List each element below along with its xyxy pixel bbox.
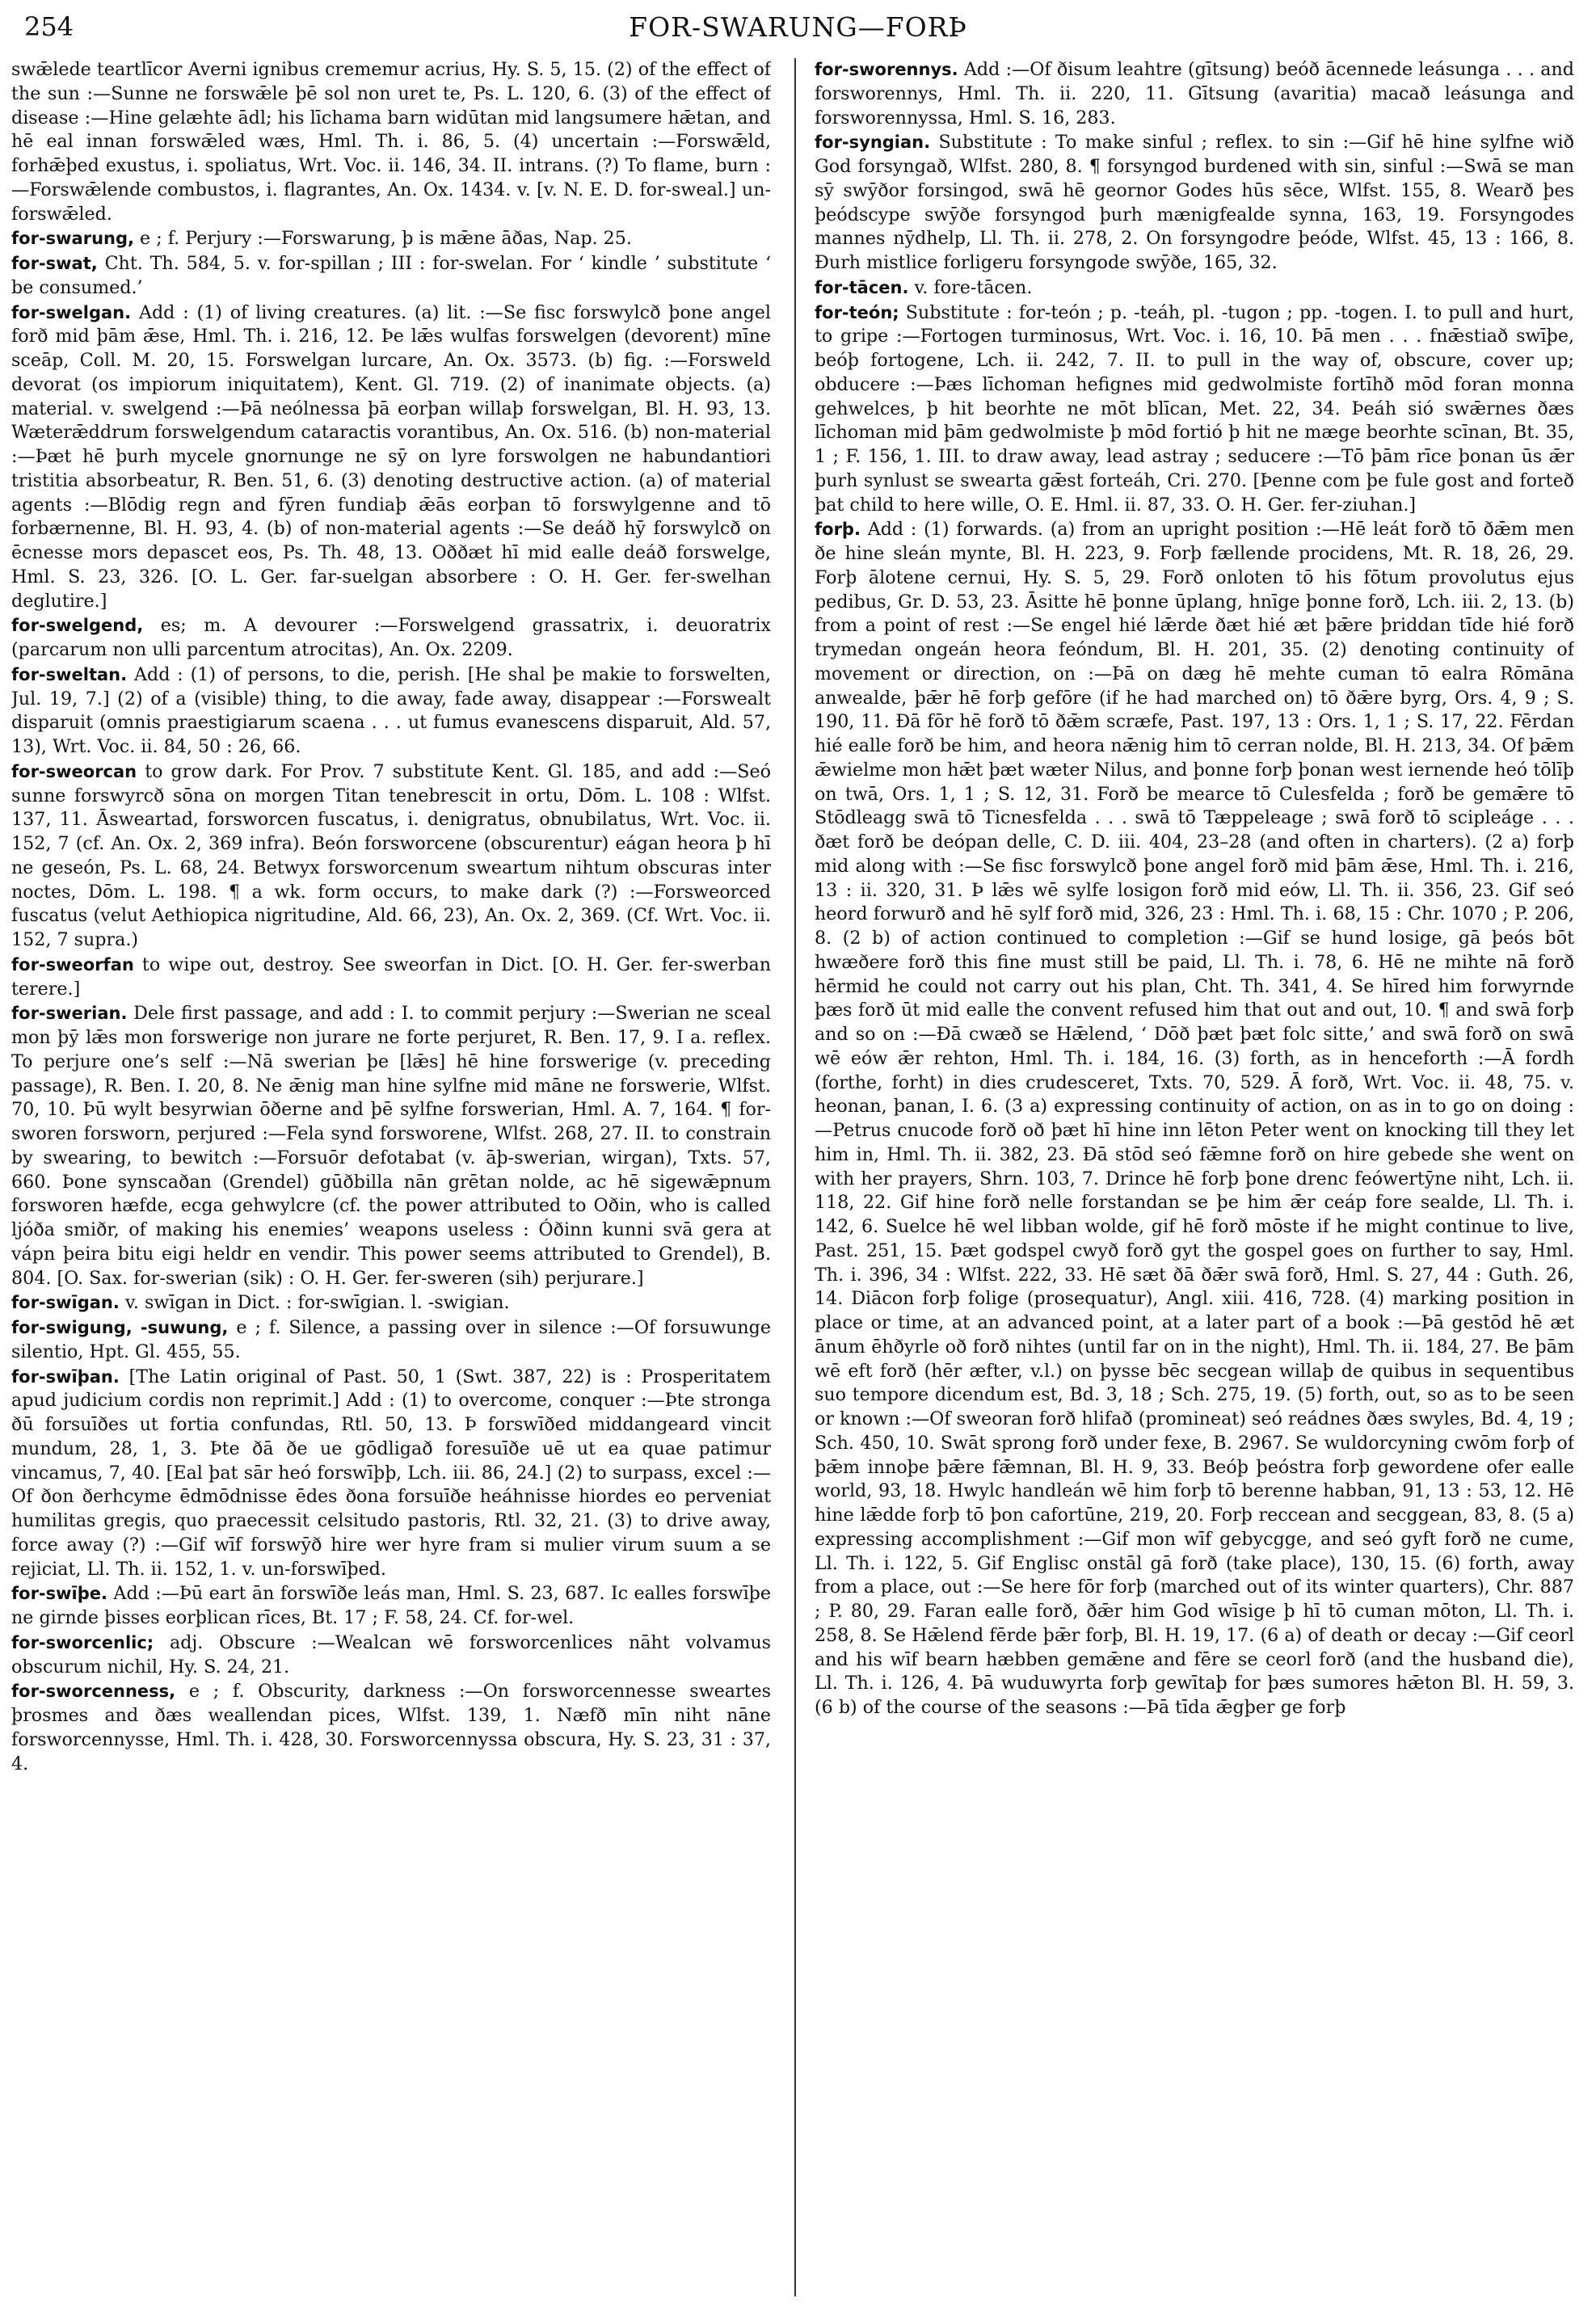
entry-headword: for-sworcenness, <box>11 1682 176 1702</box>
dictionary-entry <box>11 58 771 226</box>
entry-headword: forþ. <box>815 520 861 540</box>
entry-text: Add : (1) of living creatures. (a) lit. :—Se fisc forswylcð þone angel forð mid þām ǣse, Hml. Th. i. 216, 12. Þe lǣs wulfas forswelgen (devorent) mīne sceāp, Coll. M. 20, 15. Forswelgan lurcare, An. Ox. 3573. (b) fig. :—Forsweld devorat (os impiorum iniquitatem), Kent. Gl. 719. (2) of inanimate objects. (a) material. v. swelgend :—Þā neólnessa þā eorþan willaþ forswelgan, Bl. H. 93, 13. Wæterǣddrum forswelgendum cataractis vorantibus, An. Ox. 516. (b) non-material :—Þæt hē þurh mycele gnornunge ne sȳ on lyre forswolgen ne habundantiori tristitia absorbeatur, R. Ben. 51, 6. (3) denoting destructive action. (a) of material agents :—Blōdig regn and fȳren fundiaþ ǣās eorþan tō forswylgenne and tō forbærnenne, Bl. H. 93, 4. (b) of non-material agents :—Se deáð hȳ forswylcð on ēcnesse mors depascet eos, Ps. Th. 48, 13. Oððæt hī mid ealle deáð forswelge, Hml. S. 23, 326. [O. L. Ger. far-suelgan absorbere : O. H. Ger. fer-swelhan deglutire.] <box>11 301 771 612</box>
dictionary-entry <box>11 1631 771 1680</box>
entry-text: Cht. Th. 584, 5. v. for-spillan ; III : for-swelan. For ‘ kindle ’ substitute ‘ be consumed.’ <box>11 253 771 298</box>
left-column <box>11 58 771 2296</box>
entry-headword: for-swīþan. <box>11 1366 120 1387</box>
dictionary-entry <box>11 1366 771 1582</box>
dictionary-entry <box>11 1002 771 1290</box>
page-number: 254 <box>24 11 74 42</box>
entry-headword: for-swarung, <box>11 229 134 249</box>
entry-text: Substitute : To make sinful ; reflex. to sin :—Gif hē hine sylfne wið God forsyngað, Wlfst. 280, 8. ¶ forsyngod burdened with sin, sinful :—Swā se man sȳ swȳðor forsingod, swā hē geornor Godes hūs sēce, Wlfst. 155, 8. Wearð þes þeódscype swȳðe forsyngod þurh mænigfealde synna, 163, 19. Forsyngodes mannes nȳdhelp, Ll. Th. ii. 278, 2. On forsyngodre þeóde, Wlfst. 45, 13 : 166, 8. Ðurh mistlice forligeru forsyngode swȳðe, 165, 32. <box>815 132 1574 273</box>
entry-headword: for-teón; <box>815 302 899 322</box>
entry-headword: for-swerian. <box>11 1004 128 1024</box>
dictionary-entry <box>815 301 1574 518</box>
entry-text: Add :—Of ðisum leahtre (gītsung) beóð ācennede leásunga . . . and forsworennys, Hml. Th. ii. 220, 11. Gītsung (avaritia) macað leásunga and forsworennyssa, Hml. S. 16, 283. <box>815 59 1574 128</box>
dictionary-entry <box>815 276 1574 301</box>
entry-headword: for-sweltan. <box>11 664 128 684</box>
entry-headword: for-swīþe. <box>11 1584 107 1604</box>
entry-text: Add : (1) forwards. (a) from an upright position :—Hē leát forð tō ðǣm men ðe hine sleán mynte, Bl. H. 223, 9. Forþ fællende procidens, Mt. R. 18, 26, 29. Forþ ālotene cernui, Hy. S. 5, 29. Forð onloten tō his fōtum provolutus ejus pedibus, Gr. D. 53, 23. Āsitte hē þonne ūplang, hnīge þonne forð, Lch. iii. 2, 13. (b) from a point of rest :—Se engel hié lǣrde ðæt hié æt þǣre þriddan tīde hié forð trymedan ongeán heora feóndum, Bl. H. 201, 35. (2) denoting continuity of movement or direction, on :—Þā on dæg hē mehte cuman tō ealra Rōmāna anwealde, þǣr hē forþ gefōre (if he had marched on) tō ðǣre byrg, Ors. 4, 9 ; S. 190, 11. Ðā fōr hē forð tō ðǣm scræfe, Past. 197, 13 : Ors. 1, 1 ; S. 17, 22. Fērdan hié ealle forð be him, and heora nǣnig him tō cerran nolde, Bl. H. 213, 34. Of þǣm ǣwielme mon hǣt þæt wæter Nilus, and þonne forþ þonan west iernende heó tōlīþ on twā, Ors. 1, 1 ; S. 12, 31. Forð be mearce tō Culesfelda ; forð be gemǣre tō Stōdleagg swā tō Ticnesfelda . . . swā tō Tæppeleage ; swā forð tō scipleáge . . . ðæt forð be deópan delle, C. D. iii. 404, 23–28 (and often in charters). (2 a) forþ mid along with :—Se fisc forswylcð þone angel forð mid þām ǣse, Hml. Th. i. 216, 13 : ii. 320, 31. Þ lǣs wē sylfe losigon forð mid eów, Ll. Th. ii. 356, 23. Gif seó heord forwurð and hē sylf forð mid, 326, 23 : Hml. Th. i. 68, 15 : Chr. 1070 ; P. 206, 8. (2 b) of action continued to completion :—Gif se hund losige, gā þeós bōt hwæðere forð this fine must still be paid, Ll. Th. i. 78, 6. Hē ne mihte nā forð hērmid he could not carry out his plan, Cht. Th. 341, 4. Se hīred him forwyrnde þæs forð ūt mid ealle the convent refused him that out and out, 10. ¶ and swā forþ and so on :—Ðā cwæð se Hǣlend, ‘ Dōð þæt þæt folc sitte,’ and swā forð on swā wē eów ǣr rehton, Hml. Th. i. 184, 16. (3) forth, as in henceforth :—Ā fordh (forthe, forht) in dies crudesceret, Txts. 70, 529. Ā forð, Wrt. Voc. ii. 48, 75. v. heonan, þanan, I. 6. (3 a) expressing continuity of action, on as in to go on doing :—Petrus cnucode forð oð þæt hī hine inn lēton Peter went on knocking till they let him in, Hml. Th. ii. 382, 23. Ðā stōd seó fǣmne forð on hire gebede she went on with her prayers, Shrn. 103, 7. Drince hē forþ þone drenc feówertȳne niht, Lch. ii. 118, 22. Gif hine forð nelle forstandan se þe him ǣr ceáp fore sealde, Ll. Th. i. 142, 6. Suelce hē wel libban wolde, gif hē forð mōste if he might continue to live, Past. 251, 15. Þæt godspel cwyð forð gyt the gospel goes on further to say, Hml. Th. i. 396, 34 : Wlfst. 222, 33. Hē sæt ðā ðǣr swā forð, Hml. S. 27, 44 : Guth. 26, 14. Diācon forþ folige (prosequatur), Angl. xiii. 416, 728. (4) marking position in place or time, at an advanced point, at a later part of a book :—Þā gestōd hē æt ānum ēhðyrle oð forð nihtes (until far on in the night), Hml. Th. ii. 184, 27. Be þām wē eft forð (hēr æfter, v.l.) on þysse bēc secgean willaþ de quibus in sequentibus suo tempore dicendum est, Bd. 3, 18 ; Sch. 275, 19. (5) forth, out, so as to be seen or known :—Of sweoran forð hlifað (promineat) seó reádnes ðæs swyles, Bd. 4, 19 ; Sch. 450, 10. Swāt sprong forð under fexe, B. 2967. Se wuldorcyning cwōm forþ of þǣm innoþe þǣre fǣmnan, Bl. H. 9, 33. Beóþ þeóstra forþ gewordene ofer ealle world, 93, 18. Hwylc handleán wē him forþ tō berenne habban, 91, 13 : 53, 12. Hē hine lǣdde forþ tō þon cafortūne, 219, 20. Forþ reccean and secggean, 83, 8. (5 a) expressing accomplishment :—Gif mon wīf gebycgge, and seó gyft forð ne cume, Ll. Th. i. 122, 5. Gif Englisc onstāl gā forð (take place), 130, 15. (6) forth, away from a place, out :—Se here fōr forþ (marched out of its winter quarters), Chr. 887 ; P. 80, 29. Faran ealle forð, ðǣr him God wīsige þ hī tō cuman mōton, Ll. Th. i. 258, 8. Se Hǣlend fērde þǣr forþ, Bl. H. 19, 17. (6 a) of death or decay :—Gif ceorl and his wīf bearn hæbben gemǣne and fēre se ceorl forð (and the husband die), Ll. Th. i. 126, 4. Þā wuduwyrta forþ gewītaþ for þæs sumores hǣton Bl. H. 59, 3. (6 b) of the course of the seasons :—Þā tīda ǣgþer ge forþ <box>815 519 1574 1718</box>
dictionary-entry <box>11 953 771 1002</box>
entry-text: e ; f. Perjury :—Forswarung, þ is mǣne āðas, Nap. 25. <box>140 228 632 250</box>
dictionary-entry <box>11 760 771 953</box>
entry-text: adj. Obscure :—Wealcan wē forsworcenlices nāht volvamus obscurum nichil, Hy. S. 24, 21. <box>11 1631 771 1677</box>
entry-text: v. swīgan in Dict. : for-swīgian. l. -swigian. <box>124 1292 510 1314</box>
entry-headword: for-sworcenlic; <box>11 1632 154 1652</box>
entry-text: e ; f. Obscurity, darkness :—On forsworcennesse sweartes þrosmes and ðæs weallendan pices, Wlfst. 139, 1. Næfð mīn niht nāne forsworcennysse, Hml. Th. i. 428, 30. Forsworcennyssa obscura, Hy. S. 23, 31 : 37, 4. <box>11 1681 771 1774</box>
right-column <box>815 58 1574 2296</box>
page-header <box>24 11 1572 48</box>
entry-text: swǣlede teartlīcor Averni ignibus crememur acrius, Hy. S. 5, 15. (2) of the effect of the sun :—Sunne ne forswǣle þē sol non uret te, Ps. L. 120, 6. (3) of the effect of disease :—Hine gelæhte ādl; his līchama barn widūtan mid langsumere hǣtan, and hē eal innan forswǣled wæs, Hml. Th. i. 86, 5. (4) uncertain :—Forswǣld, forhǣþed exustus, i. spoliatus, Wrt. Voc. ii. 146, 34. II. intrans. (?) To flame, burn :—Forswǣlende combustos, i. flagrantes, An. Ox. 1434. v. [v. N. E. D. for-sweal.] un-forswǣled. <box>11 59 771 225</box>
entry-headword: for-syngian. <box>815 133 931 153</box>
entry-headword: for-sweorcan <box>11 761 137 781</box>
entry-text: to grow dark. For Prov. 7 substitute Kent. Gl. 185, and add :—Seó sunne forswyrcð sōna on morgen Titan tenebrescit in ortu, Dōm. L. 108 : Wlfst. 137, 11. Āsweartad, forsworcen fuscatus, i. denigratus, obnubilatus, Wrt. Voc. ii. 152, 7 (cf. An. Ox. 2, 369 infra). Beón forsworcene (obscurentur) eágan heora þ hī ne geseón, Ps. L. 68, 24. Betwyx forsworcenum sweartum nihtum obscuras inter noctes, Dōm. L. 198. ¶ a wk. form occurs, to make dark (?) :—Forsweorced fuscatus (velut Aethiopica nigritudine, Ald. 66, 23), An. Ox. 2, 369. (Cf. Wrt. Voc. ii. 152, 7 supra.) <box>11 760 771 950</box>
entry-headword: for-sweorfan <box>11 954 134 974</box>
entry-headword: for-tācen. <box>815 277 909 297</box>
dictionary-entry <box>11 1680 771 1776</box>
entry-headword: for-swelgend, <box>11 616 144 636</box>
running-title: FOR-SWARUNG—FORÞ <box>629 11 967 43</box>
dictionary-entry <box>815 131 1574 276</box>
dictionary-entry <box>11 301 771 614</box>
entry-text: Add : (1) of persons, to die, perish. [He shal þe makie to forswelten, Jul. 19, 7.] (2) of a (visible) thing, to die away, fade away, disappear :—Forswealt disparuit (omnis praestigiarum scaena . . . ut fumus evanescens disparuit, Ald. 57, 13), Wrt. Voc. ii. 84, 50 : 26, 66. <box>11 663 771 757</box>
entry-text: v. fore-tācen. <box>914 276 1033 298</box>
entry-text: e ; f. Silence, a passing over in silence :—Of forsuwunge silentio, Hpt. Gl. 455, 55. <box>11 1317 771 1362</box>
entry-text: Add :—Þū eart ān forswīðe leás man, Hml. S. 23, 687. Ic ealles forswīþe ne girnde þisses eorþlican rīces, Bt. 17 ; F. 58, 24. Cf. for-wel. <box>11 1583 771 1628</box>
dictionary-entry <box>11 227 771 251</box>
dictionary-entry <box>815 58 1574 130</box>
column-divider <box>794 58 796 2296</box>
entry-text: [The Latin original of Past. 50, 1 (Swt. 387, 22) is : Prosperitatem apud judicium cordis non reprimit.] Add : (1) to overcome, conquer :—Þte stronga ðū forsuīðes ut fortia confundas, Rtl. 50, 13. Þ forswīðed middangeard vincit mundum, 28, 1, 3. Þte ðā ðe ue gōdligað foresuīðe uē ut ea quae patimur vincamus, 7, 40. [Eal þat sār heó forswīþþ, Lch. iii. 86, 24.] (2) to surpass, excel :—Of ðon ðerhcyme ēdmōdnisse ēdes ðona forsuīðe heáhnisse hiordes eo perveniat humilitas gregis, quo praecessit celsitudo pastoris, Rtl. 32, 21. (3) to drive away, force away (?) :—Gif wīf forswȳð hire wer hyre fram si mulier virum suum a se rejiciat, Ll. Th. ii. 152, 1. v. un-forswīþed. <box>11 1366 771 1580</box>
entry-text: to wipe out, destroy. See sweorfan in Dict. [O. H. Ger. fer-swerban terere.] <box>11 953 771 1000</box>
entry-text: es; m. A devourer :—Forswelgend grassatrix, i. deuoratrix (parcarum non ulli parcentum atrocitas), An. Ox. 2209. <box>11 615 771 660</box>
dictionary-entry <box>815 518 1574 1720</box>
dictionary-entry <box>11 1582 771 1631</box>
entry-text: Dele first passage, and add : I. to commit perjury :—Swerian ne sceal mon þȳ lǣs mon forswerige non jurare ne forte perjuret, R. Ben. 17, 9. I a. reflex. To perjure one’s self :—Nā swerian þe [lǣs] hē hine forswerige (v. preceding passage), R. Ben. I. 20, 8. Ne ǣnig man hine sylfne mid māne ne forswerie, Wlfst. 70, 10. Þū wylt besyrwian ōðerne and þē sylfne forswerian, Hml. A. 7, 164. ¶ for-sworen forsworn, perjured :—Fela synd forsworene, Wlfst. 268, 27. II. to constrain by swearing, to bewitch :—Forsuōr defotabat (v. āþ-swerian, wirgan), Txts. 57, 660. Þone synscaðan (Grendel) gūðbilla nān grētan nolde, ac hē sigewǣpnum forsworen hæfde, ecga gehwylcre (cf. the power attributed to Oðin, who is called ljóða smiðr, of making his enemies’ weapons useless : Óðinn kunni svā gera at vápn þeira bitu eigi heldr en vendir. This power seems attributed to Grendel), B. 804. [O. Sax. for-swerian (sik) : O. H. Ger. fer-sweren (sih) perjurare.] <box>11 1003 771 1289</box>
entry-headword: for-swīgan. <box>11 1293 120 1313</box>
entry-headword: for-swigung, -suwung, <box>11 1318 229 1337</box>
entry-text: Substitute : for-teón ; p. -teáh, pl. -tugon ; pp. -togen. I. to pull and hurt, to gripe :—Fortogen turminosus, Wrt. Voc. i. 16, 10. Þā men . . . fnǣstiað swīþe, beóþ fortogene, Lch. ii. 242, 7. II. to pull in the way of, obscure, cover up; obducere :—Þæs līchoman hefignes mid gedwolmiste fortīhð mōd foran monna gehwelces, þ hit beorhte ne mōt blīcan, Met. 22, 34. Þeáh sió swǣrnes ðæs līchoman mid þām gedwolmiste þ mōd fortió þ hit ne mæge beorhte scīnan, Bt. 35, 1 ; F. 156, 1. III. to draw away, lead astray ; seducere :—Tō þām rīce þonan ūs ǣr þurh synlust se swearta gǣst forteáh, Cri. 270. [Þenne com þe fule gost and forteð þat child to here wille, O. E. Hml. ii. 87, 33. O. H. Ger. fer-ziuhan.] <box>815 301 1574 516</box>
dictionary-entry <box>11 1291 771 1315</box>
entry-headword: for-swat, <box>11 254 98 273</box>
dictionary-entry <box>11 614 771 663</box>
entry-headword: for-sworennys. <box>815 60 958 79</box>
entry-headword: for-swelgan. <box>11 302 132 322</box>
dictionary-entry <box>11 663 771 760</box>
dictionary-entry <box>11 252 771 301</box>
dictionary-entry <box>11 1316 771 1365</box>
